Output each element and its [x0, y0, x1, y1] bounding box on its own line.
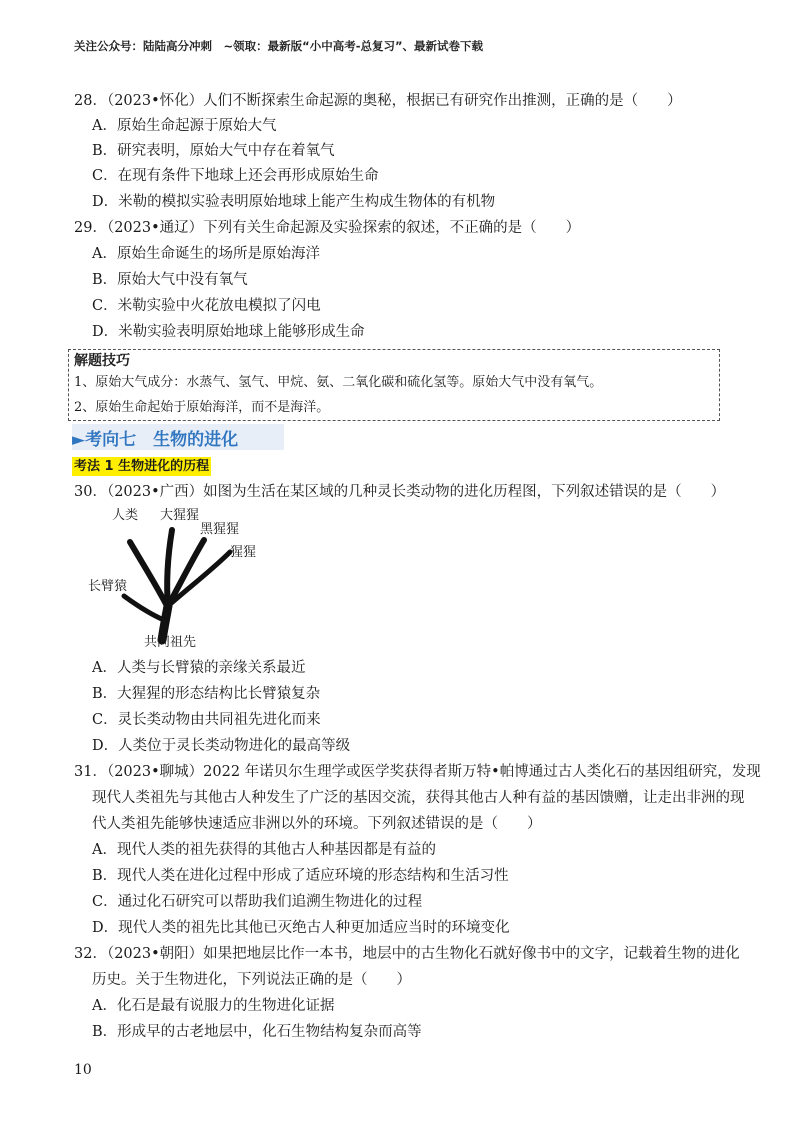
- method-label: 考法 1 生物进化的历程: [74, 459, 210, 474]
- label-gibbon: 长臂猿: [88, 579, 128, 594]
- question-31-option-d: D．现代人类的祖先比其他已灭绝古人种更加适应当时的环境变化: [92, 920, 510, 936]
- question-31-stem-line-1: 31．（2023•聊城）2022 年诺贝尔生理学或医学奖获得者斯万特•帕博通过古人类化石的基因组研究，发现: [74, 764, 761, 780]
- evolution-tree-diagram: [80, 502, 280, 652]
- label-gorilla: 大猩猩: [160, 508, 200, 523]
- question-30-option-c: C．灵长类动物由共同祖先进化而来: [92, 712, 321, 728]
- question-28-option-a: A．原始生命起源于原始大气: [92, 118, 277, 134]
- page-header: 关注公众号：陆陆高分冲刺 ~领取：最新版“小中高考-总复习”、最新试卷下载: [74, 39, 484, 53]
- question-28-option-c: C．在现有条件下地球上还会再形成原始生命: [92, 168, 379, 184]
- question-30-option-d: D．人类位于灵长类动物进化的最高等级: [92, 738, 351, 754]
- question-29-option-a: A．原始生命诞生的场所是原始海洋: [92, 246, 320, 262]
- question-29-option-c: C．米勒实验中火花放电模拟了闪电: [92, 298, 321, 314]
- question-32-option-b: B．形成早的古老地层中，化石生物结构复杂而高等: [92, 1024, 422, 1040]
- label-common-ancestor: 共同祖先: [144, 635, 197, 650]
- question-32-option-a: A．化石是最有说服力的生物进化证据: [92, 998, 335, 1014]
- question-31-stem-line-3: 代人类祖先能够快速适应非洲以外的环境。下列叙述错误的是（ ）: [92, 816, 542, 832]
- tips-line-1: 1、原始大气成分：水蒸气、氢气、甲烷、氨、二氧化碳和硫化氢等。原始大气中没有氧气。: [74, 375, 603, 390]
- section-heading: ►考向七 生物的进化: [72, 430, 239, 450]
- question-28-option-b: B．研究表明，原始大气中存在着氧气: [92, 143, 335, 159]
- question-31-option-b: B．现代人类在进化过程中形成了适应环境的形态结构和生活习性: [92, 868, 509, 884]
- question-28-option-d: D．米勒的模拟实验表明原始地球上能产生构成生物体的有机物: [92, 194, 496, 210]
- question-31-option-a: A．现代人类的祖先获得的其他古人种基因都是有益的: [92, 842, 436, 858]
- label-chimpanzee: 黑猩猩: [200, 522, 240, 537]
- tips-line-2: 2、原始生命起始于原始海洋，而不是海洋。: [74, 400, 330, 415]
- question-32-stem-line-2: 历史。关于生物进化，下列说法正确的是（ ）: [92, 972, 411, 988]
- question-28-stem: 28．（2023•怀化）人们不断探索生命起源的奥秘，根据已有研究作出推测，正确的是（ ）: [74, 93, 682, 109]
- question-32-stem-line-1: 32．（2023•朝阳）如果把地层比作一本书，地层中的古生物化石就好像书中的文字，记载着生物的进化: [74, 946, 740, 962]
- question-29-stem: 29．（2023•通辽）下列有关生命起源及实验探索的叙述，不正确的是（ ）: [74, 220, 581, 236]
- label-orangutan: 猩猩: [230, 545, 257, 560]
- question-30-option-b: B．大猩猩的形态结构比长臂猿复杂: [92, 686, 321, 702]
- question-30-option-a: A．人类与长臂猿的亲缘关系最近: [92, 660, 306, 676]
- question-29-option-b: B．原始大气中没有氧气: [92, 272, 248, 288]
- question-31-option-c: C．通过化石研究可以帮助我们追溯生物进化的过程: [92, 894, 423, 910]
- question-30-stem: 30．（2023•广西）如图为生活在某区域的几种灵长类动物的进化历程图，下列叙述错误的是（ ）: [74, 484, 726, 500]
- tips-title: 解题技巧: [74, 353, 130, 369]
- label-human: 人类: [112, 508, 139, 523]
- evolution-tree-branches: [124, 530, 230, 640]
- page-number: 10: [74, 1062, 92, 1078]
- question-29-option-d: D．米勒实验表明原始地球上能够形成生命: [92, 324, 365, 340]
- question-31-stem-line-2: 现代人类祖先与其他古人种发生了广泛的基因交流，获得其他古人种有益的基因馈赠，让走出非洲的现: [92, 790, 745, 806]
